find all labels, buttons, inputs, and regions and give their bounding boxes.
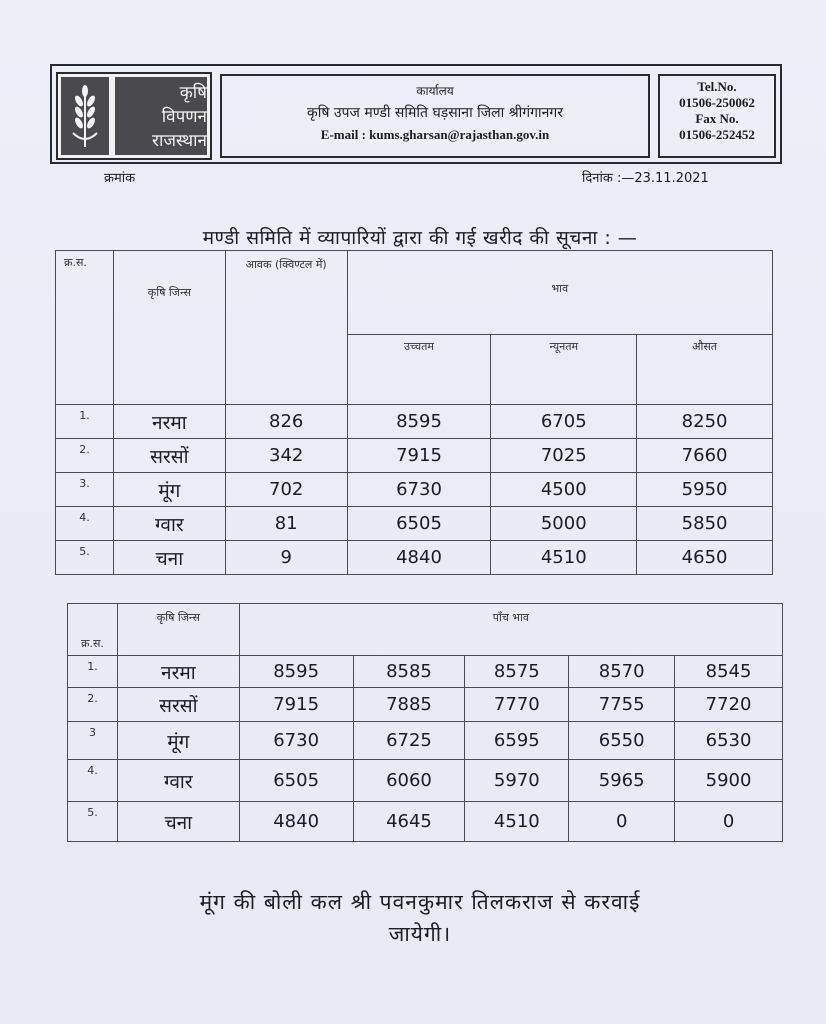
serial-number: 1. [68, 656, 118, 688]
office-block [220, 74, 650, 158]
office-label: कार्यालय [416, 84, 454, 98]
arrival-value: 81 [225, 507, 347, 541]
office-name: कृषि उपज मण्डी समिति घड़साना जिला श्रीगंगानगर [306, 105, 564, 121]
serial-number: 3. [56, 473, 114, 507]
price-3: 5970 [465, 760, 569, 802]
table-row [56, 405, 773, 439]
min-price: 4510 [491, 541, 637, 575]
header-price: भाव [347, 251, 772, 335]
logo-line: विपणन [161, 107, 207, 127]
tel-number: 01506-250062 [679, 95, 755, 110]
crop-name: मूंग [117, 722, 239, 760]
header-crop: कृषि जिन्स [113, 251, 225, 405]
serial-number: 1. [56, 405, 114, 439]
price-1: 6730 [239, 722, 353, 760]
price-3: 4510 [465, 802, 569, 842]
price-4: 6550 [569, 722, 675, 760]
crop-name: नरमा [117, 656, 239, 688]
arrival-value: 342 [225, 439, 347, 473]
price-5: 6530 [675, 722, 783, 760]
crop-name: नरमा [113, 405, 225, 439]
avg-price: 7660 [637, 439, 773, 473]
table-row [68, 802, 783, 842]
price-1: 8595 [239, 656, 353, 688]
document-date: दिनांक :—23.11.2021 [582, 171, 709, 186]
notice-line-2: जायेगी। [388, 922, 452, 946]
table-row [56, 473, 773, 507]
crop-name: सरसों [117, 688, 239, 722]
price-1: 7915 [239, 688, 353, 722]
table-row [68, 760, 783, 802]
table-row [56, 541, 773, 575]
serial-number: 3 [68, 722, 118, 760]
avg-price: 5850 [637, 507, 773, 541]
five-prices-table [67, 603, 783, 842]
avg-price: 8250 [637, 405, 773, 439]
logo-line: कृषि [179, 83, 207, 103]
office-email: E-mail : kums.gharsan@rajasthan.gov.in [320, 127, 550, 142]
serial-number: 4. [68, 760, 118, 802]
arrival-value: 9 [225, 541, 347, 575]
table-row [68, 688, 783, 722]
purchase-summary-table [55, 250, 773, 575]
header-arrival: आवक (क्विण्टल में) [225, 251, 347, 405]
header-sn: क्र.स. [56, 251, 114, 405]
wheat-icon [67, 83, 103, 149]
serial-number: 2. [68, 688, 118, 722]
table-row [56, 507, 773, 541]
crop-name: ग्वार [113, 507, 225, 541]
header-max: उच्चतम [347, 335, 491, 405]
price-5: 5900 [675, 760, 783, 802]
serial-number: 5. [68, 802, 118, 842]
price-2: 8585 [353, 656, 465, 688]
table-row [68, 722, 783, 760]
max-price: 7915 [347, 439, 491, 473]
serial-number: 4. [56, 507, 114, 541]
header-crop: कृषि जिन्स [117, 604, 239, 656]
price-1: 6505 [239, 760, 353, 802]
price-5: 8545 [675, 656, 783, 688]
min-price: 6705 [491, 405, 637, 439]
header-avg: औसत [637, 335, 773, 405]
crop-name: चना [113, 541, 225, 575]
crop-name: सरसों [113, 439, 225, 473]
header-sn: क्र.स. [68, 604, 118, 656]
max-price: 4840 [347, 541, 491, 575]
fax-number: 01506-252452 [679, 127, 755, 142]
min-price: 7025 [491, 439, 637, 473]
price-2: 6725 [353, 722, 465, 760]
crop-name: मूंग [113, 473, 225, 507]
price-2: 7885 [353, 688, 465, 722]
contact-block [658, 74, 776, 158]
letterhead [50, 64, 782, 164]
price-2: 4645 [353, 802, 465, 842]
min-price: 4500 [491, 473, 637, 507]
table-row [68, 656, 783, 688]
max-price: 8595 [347, 405, 491, 439]
logo [58, 74, 210, 158]
page-title: मण्डी समिति में व्यापारियों द्वारा की गई खरीद की सूचना : — [202, 227, 638, 249]
table-row [56, 439, 773, 473]
header-five-prices: पाँच भाव [239, 604, 782, 656]
auction-notice [80, 886, 760, 950]
price-4: 8570 [569, 656, 675, 688]
max-price: 6505 [347, 507, 491, 541]
price-1: 4840 [239, 802, 353, 842]
crop-name: ग्वार [117, 760, 239, 802]
fax-label: Fax No. [695, 111, 739, 126]
avg-price: 4650 [637, 541, 773, 575]
serial-number: 5. [56, 541, 114, 575]
logo-line: राजस्थान [152, 131, 207, 151]
price-5: 0 [675, 802, 783, 842]
price-3: 8575 [465, 656, 569, 688]
tel-label: Tel.No. [697, 79, 737, 94]
logo-text [119, 81, 207, 153]
price-3: 6595 [465, 722, 569, 760]
price-4: 5965 [569, 760, 675, 802]
arrival-value: 826 [225, 405, 347, 439]
price-5: 7720 [675, 688, 783, 722]
arrival-value: 702 [225, 473, 347, 507]
price-2: 6060 [353, 760, 465, 802]
price-4: 7755 [569, 688, 675, 722]
min-price: 5000 [491, 507, 637, 541]
max-price: 6730 [347, 473, 491, 507]
notice-line-1: मूंग की बोली कल श्री पवनकुमार तिलकराज से करवाई [199, 890, 641, 914]
crop-name: चना [117, 802, 239, 842]
price-4: 0 [569, 802, 675, 842]
price-3: 7770 [465, 688, 569, 722]
serial-number: 2. [56, 439, 114, 473]
reference-number-label: क्रमांक [104, 171, 136, 186]
avg-price: 5950 [637, 473, 773, 507]
logo-divider [109, 77, 115, 155]
header-min: न्यूनतम [491, 335, 637, 405]
